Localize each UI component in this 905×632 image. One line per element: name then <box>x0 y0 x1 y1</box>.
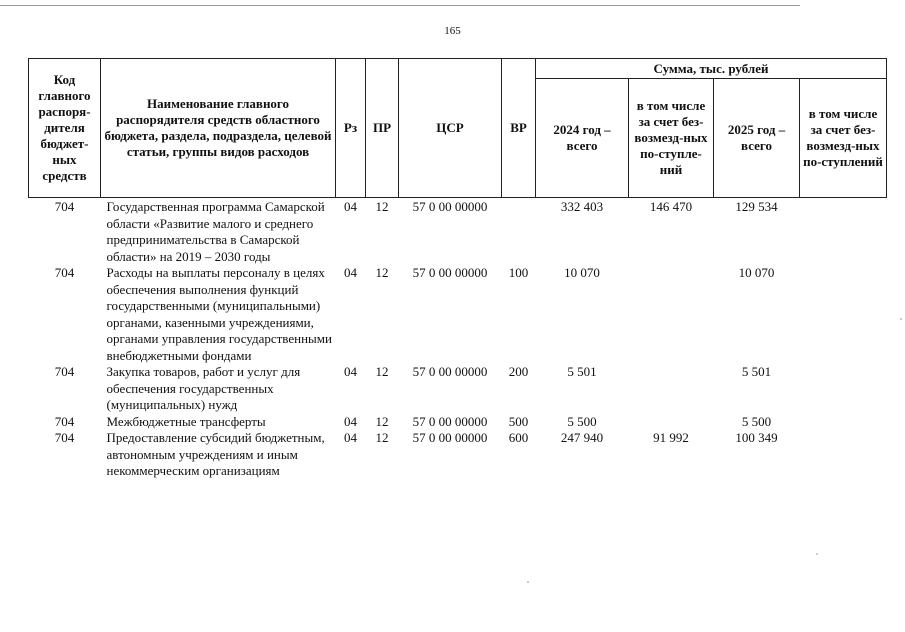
cell-rz: 04 <box>344 199 357 214</box>
table-row <box>29 265 887 364</box>
cell-2025-total: 5 501 <box>741 364 772 379</box>
cell-2025-free <box>800 364 887 414</box>
cell-2024-total: 247 940 <box>560 430 604 445</box>
cell-2024-free <box>629 265 714 364</box>
cell-vr: 600 <box>508 430 529 445</box>
cell-name: Межбюджетные трансферты <box>106 413 266 429</box>
cell-code: 704 <box>54 430 75 445</box>
cell-code: 704 <box>54 199 75 214</box>
cell-rz: 04 <box>344 364 357 379</box>
cell-2025-free <box>800 430 887 480</box>
cell-pr: 12 <box>375 413 389 429</box>
header-pr: ПР <box>366 59 399 198</box>
cell-2025-free <box>800 198 887 266</box>
cell-2025-free <box>800 265 887 364</box>
cell-2024-free: 91 992 <box>653 430 689 445</box>
cell-2025-total: 129 534 <box>735 199 778 214</box>
cell-csr: 57 0 00 00000 <box>412 199 488 214</box>
cell-rz: 04 <box>344 265 357 280</box>
cell-vr: 200 <box>508 364 529 379</box>
cell-2025-total: 100 349 <box>735 430 778 445</box>
cell-code: 704 <box>54 364 75 379</box>
header-2024-total: 2024 год – всего <box>536 79 629 198</box>
cell-code: 704 <box>54 413 75 429</box>
header-vr: ВР <box>502 59 536 198</box>
cell-csr: 57 0 00 00000 <box>412 413 488 429</box>
cell-2025-total: 5 500 <box>741 413 772 429</box>
cell-vr: 500 <box>508 413 529 429</box>
cell-name: Государственная программа Самарской области «Развитие малого и среднего предпринимательства в Самарской области» на 2019 – 2030 годы <box>106 199 325 264</box>
header-2024-free: в том числе за счет без-возмезд-ных по-ступле-ний <box>629 79 714 198</box>
cell-2024-free <box>629 414 714 431</box>
cell-pr: 12 <box>375 430 389 445</box>
top-rule <box>0 5 800 6</box>
cell-pr: 12 <box>375 199 389 214</box>
header-rz: Рз <box>336 59 366 198</box>
cell-name: Закупка товаров, работ и услуг для обеспечения государственных (муниципальных) нужд <box>106 364 301 412</box>
cell-csr: 57 0 00 00000 <box>412 364 488 379</box>
cell-2025-total: 10 070 <box>738 265 775 280</box>
cell-2024-total: 10 070 <box>564 265 600 280</box>
cell-2025-free <box>800 414 887 431</box>
header-name: Наименование главного распорядителя средств областного бюджета, раздела, подраздела, целевой статьи, группы видов расходов <box>101 59 336 198</box>
table-row <box>29 198 887 266</box>
cell-csr: 57 0 00 00000 <box>412 265 488 280</box>
cell-2024-total: 5 500 <box>567 413 597 429</box>
table-row <box>29 364 887 414</box>
cell-code: 704 <box>54 265 75 280</box>
header-2025-total: 2025 год – всего <box>714 79 800 198</box>
scan-speck <box>527 581 529 583</box>
page-number: 165 <box>444 25 461 37</box>
header-csr: ЦСР <box>399 59 502 198</box>
header-2025-free: в том числе за счет без-возмезд-ных по-ступлений <box>800 79 887 198</box>
cell-csr: 57 0 00 00000 <box>412 430 488 445</box>
table-row <box>29 430 887 480</box>
cell-vr: 100 <box>508 265 529 280</box>
header-sum: Сумма, тыс. рублей <box>536 59 887 79</box>
table-body <box>29 198 887 480</box>
cell-rz: 04 <box>344 413 357 429</box>
cell-2024-free: 146 470 <box>649 199 693 214</box>
cell-pr: 12 <box>375 364 389 379</box>
cell-name: Расходы на выплаты персоналу в целях обеспечения выполнения функций государственными (муниципальными) органами, казенными учреждениями, органами управления государственными внебюджетными фондами <box>106 265 332 363</box>
scan-speck <box>816 553 818 555</box>
scan-speck <box>900 318 902 320</box>
cell-2024-free <box>629 364 714 414</box>
cell-2024-total: 332 403 <box>560 199 604 214</box>
table-row <box>29 414 887 431</box>
cell-pr: 12 <box>375 265 389 280</box>
cell-vr <box>502 198 536 266</box>
cell-name: Предоставление субсидий бюджетным, автономным учреждениям и иным некоммерческим организациям <box>106 430 325 478</box>
header-code: Код главного распоря-дителя бюджет-ных средств <box>29 59 101 198</box>
cell-rz: 04 <box>344 430 357 445</box>
budget-table <box>28 58 887 480</box>
cell-2024-total: 5 501 <box>567 364 597 379</box>
